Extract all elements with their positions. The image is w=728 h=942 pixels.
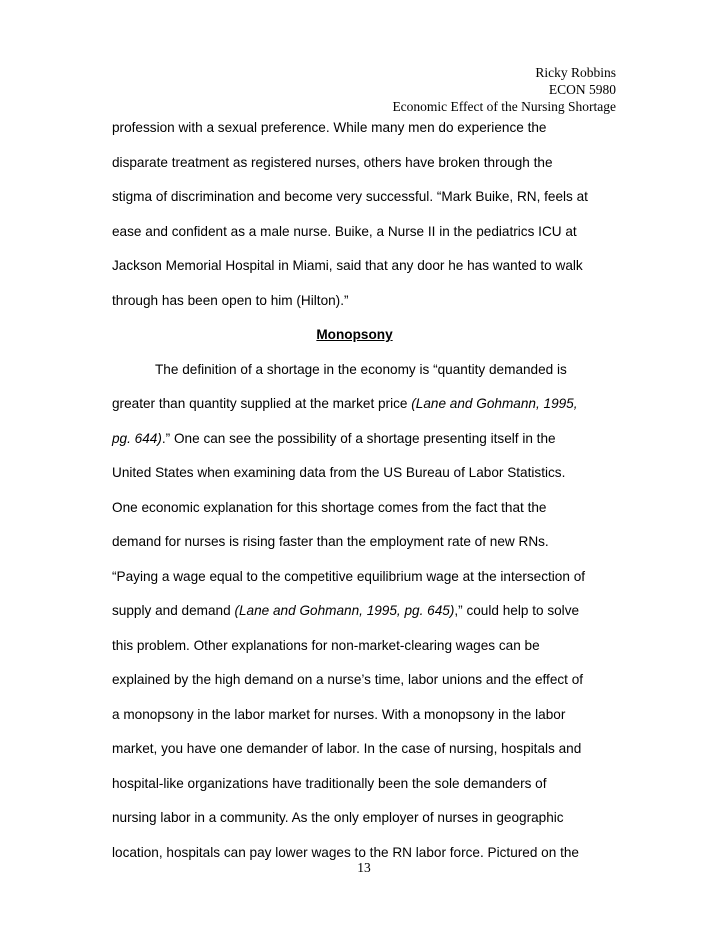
text-line: through has been open to him (Hilton).” [112, 292, 349, 308]
text-span: ,” could help to solve [454, 603, 580, 618]
running-header [392, 64, 616, 115]
text-line: disparate treatment as registered nurses, others have broken through the [112, 154, 553, 170]
text-line: “Paying a wage equal to the competitive equilibrium wage at the intersection of [112, 568, 586, 584]
page-number: 13 [357, 860, 371, 875]
header-author: Ricky Robbins [535, 65, 616, 80]
text-line [112, 387, 622, 422]
text-line: demand for nurses is rising faster than the employment rate of new RNs. [112, 534, 549, 549]
text-line: location, hospitals can pay lower wages to the RN labor force. Pictured on the [112, 844, 579, 860]
text-line: this problem. Other explanations for non-market-clearing wages can be [112, 637, 540, 653]
text-line: One economic explanation for this shortage comes from the fact that the [112, 499, 547, 515]
text-line [112, 422, 622, 457]
citation: pg. 644) [112, 430, 162, 446]
text-span: greater than quantity supplied at the market price [112, 396, 412, 411]
citation: (Lane and Gohmann, 1995, pg. 645) [234, 603, 455, 618]
text-line: a monopsony in the labor market for nurses. With a monopsony in the labor [112, 706, 566, 722]
text-line: stigma of discrimination and become very successful. “Mark Buike, RN, feels at [112, 189, 588, 204]
text-line: market, you have one demander of labor. In the case of nursing, hospitals and [112, 741, 582, 756]
text-line: The definition of a shortage in the economy is “quantity demanded is [155, 361, 567, 377]
text-line: explained by the high demand on a nurse’s time, labor unions and the effect of [112, 672, 584, 687]
body-text [112, 111, 622, 870]
text-line: Jackson Memorial Hospital in Miami, said that any door he has wanted to walk [112, 258, 583, 273]
text-line: ease and confident as a male nurse. Buike, a Nurse II in the pediatrics ICU at [112, 223, 577, 239]
text-line: United States when examining data from the US Bureau of Labor Statistics. [112, 465, 566, 480]
header-course: ECON 5980 [548, 82, 616, 97]
text-line: hospital-like organizations have traditionally been the sole demanders of [112, 775, 547, 791]
text-span: .” One can see the possibility of a shortage presenting itself in the [161, 430, 556, 446]
section-heading: Monopsony [316, 327, 393, 342]
header-title: Economic Effect of the Nursing Shortage [392, 99, 616, 114]
text-line: nursing labor in a community. As the only employer of nurses in geographic [112, 810, 564, 825]
text-span: supply and demand [112, 603, 235, 618]
text-line [112, 594, 622, 629]
citation: (Lane and Gohmann, 1995, [411, 396, 578, 411]
text-line: profession with a sexual preference. While many men do experience the [112, 120, 547, 135]
